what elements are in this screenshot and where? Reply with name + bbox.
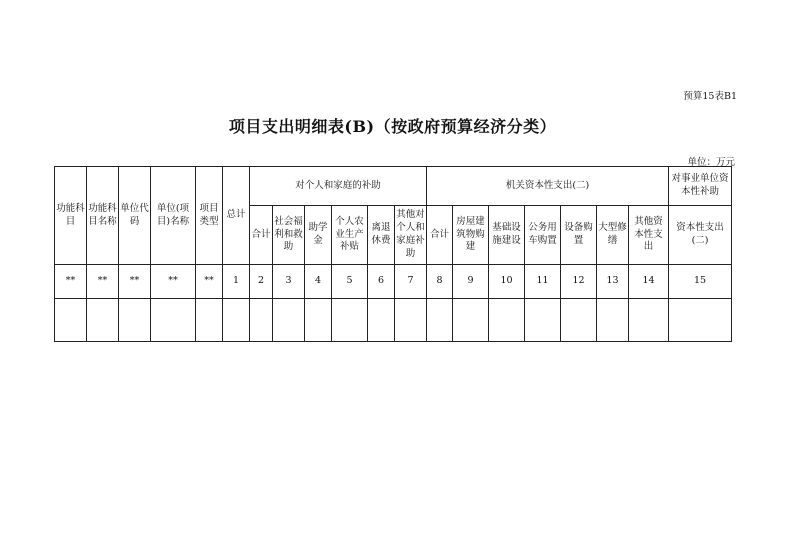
table-cell	[453, 299, 489, 342]
index-cell: **	[119, 265, 151, 299]
index-cell: 6	[368, 265, 395, 299]
index-cell: 3	[273, 265, 305, 299]
sub-header: 公务用车购置	[525, 206, 561, 265]
sub-header: 合计	[250, 206, 273, 265]
header-unit-project-name: 单位(项目)名称	[151, 167, 196, 265]
header-total: 总计	[223, 167, 250, 265]
table-cell	[151, 299, 196, 342]
sub-header: 合计	[427, 206, 453, 265]
index-cell: 4	[305, 265, 332, 299]
index-cell: 7	[395, 265, 427, 299]
table-cell	[332, 299, 368, 342]
sub-header: 资本性支出(二)	[669, 206, 732, 265]
index-cell: 1	[223, 265, 250, 299]
index-cell: 5	[332, 265, 368, 299]
table-cell	[196, 299, 223, 342]
index-cell: **	[151, 265, 196, 299]
index-cell: 11	[525, 265, 561, 299]
table-cell	[250, 299, 273, 342]
data-row-empty	[55, 299, 732, 342]
table-cell	[525, 299, 561, 342]
header-func-subject: 功能科目	[55, 167, 87, 265]
index-cell: 14	[629, 265, 669, 299]
table-cell	[223, 299, 250, 342]
header-row-groups	[55, 167, 732, 206]
sub-header: 其他对个人和家庭补助	[395, 206, 427, 265]
index-cell: 13	[597, 265, 629, 299]
index-cell: **	[55, 265, 87, 299]
index-cell: 12	[561, 265, 597, 299]
table-cell	[273, 299, 305, 342]
index-cell: 9	[453, 265, 489, 299]
index-cell: 8	[427, 265, 453, 299]
index-cell: 10	[489, 265, 525, 299]
index-row	[55, 265, 732, 299]
sub-header: 其他资本性支出	[629, 206, 669, 265]
table-cell	[561, 299, 597, 342]
form-code-label: 预算15表B1	[683, 91, 737, 102]
page-title: 项目支出明细表(B)（按政府预算经济分类）	[228, 117, 557, 136]
index-cell: **	[87, 265, 119, 299]
unit-label: 单位：万元	[687, 157, 735, 168]
table-cell	[119, 299, 151, 342]
table-cell	[597, 299, 629, 342]
table-cell	[669, 299, 732, 342]
header-project-type: 项目类型	[196, 167, 223, 265]
header-unit-code: 单位代码	[119, 167, 151, 265]
index-cell: 15	[669, 265, 732, 299]
table-cell	[395, 299, 427, 342]
group-individual-subsidy: 对个人和家庭的补助	[250, 167, 427, 206]
group-enterprise-capital: 对事业单位资本性补助	[669, 167, 732, 206]
sub-header: 大型修缮	[597, 206, 629, 265]
sub-header: 个人农业生产补贴	[332, 206, 368, 265]
sub-header: 基础设施建设	[489, 206, 525, 265]
group-agency-capital: 机关资本性支出(二)	[427, 167, 669, 206]
table-cell	[629, 299, 669, 342]
sub-header: 离退休费	[368, 206, 395, 265]
index-cell: **	[196, 265, 223, 299]
sub-header: 社会福利和救助	[273, 206, 305, 265]
table-cell	[489, 299, 525, 342]
header-func-subject-name: 功能科目名称	[87, 167, 119, 265]
table-cell	[305, 299, 332, 342]
sub-header: 助学金	[305, 206, 332, 265]
sub-header: 房屋建筑物购建	[453, 206, 489, 265]
table-cell	[87, 299, 119, 342]
sub-header: 设备购置	[561, 206, 597, 265]
index-cell: 2	[250, 265, 273, 299]
table-cell	[55, 299, 87, 342]
table-cell	[427, 299, 453, 342]
budget-table	[54, 166, 732, 342]
table-cell	[368, 299, 395, 342]
